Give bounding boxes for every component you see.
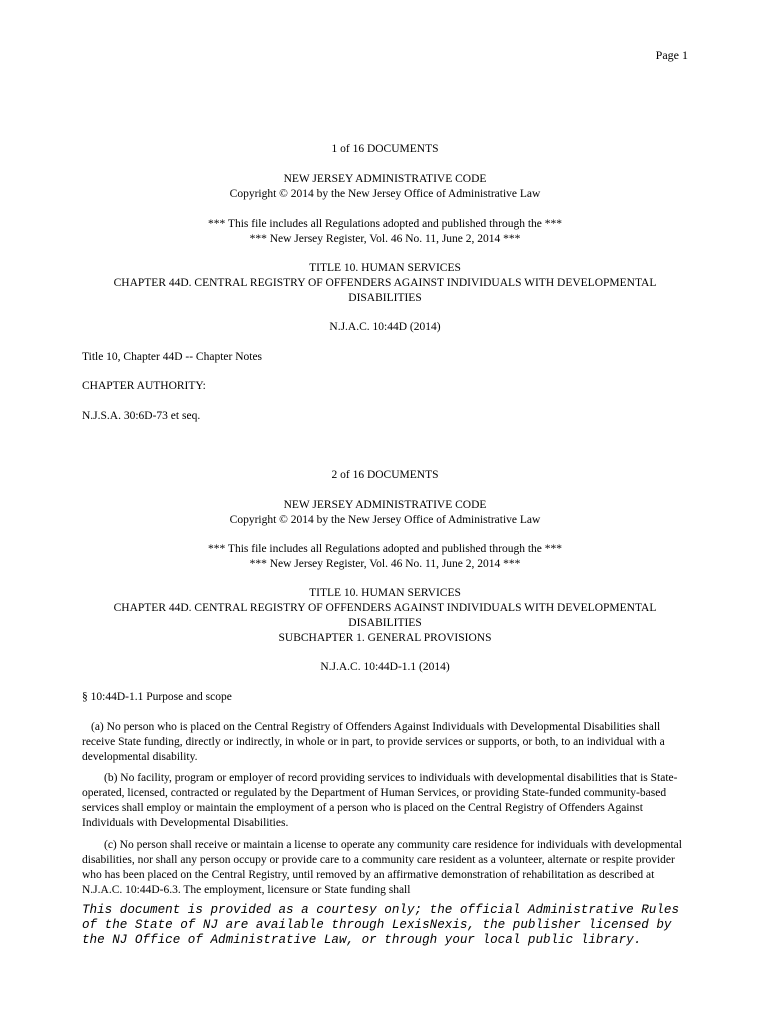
doc1-header <box>82 172 688 202</box>
document-1 <box>82 142 688 157</box>
title-heading: TITLE 10. HUMAN SERVICES <box>309 262 461 274</box>
doc1-citation-block <box>82 320 688 335</box>
register-note: *** This file includes all Regulations adopted and published through the *** <box>208 218 562 230</box>
authority-label: CHAPTER AUTHORITY: <box>82 380 206 392</box>
paragraph-a: (a) No person who is placed on the Central Registry of Offenders Against Individuals with Developmental Disabilities shall receive State funding, directly or indirectly, in whole or in part, to provide services or supports, or both, to an individual with a developmental disability. <box>82 721 665 763</box>
register-note: *** This file includes all Regulations adopted and published through the *** <box>208 543 562 555</box>
doc1-notes <box>82 217 688 247</box>
doc2-para-a-block <box>82 720 688 765</box>
paragraph-c: (c) No person shall receive or maintain a license to operate any community care residence for individuals with developmental disabilities, nor shall any person occupy or provide care to a community care resident as a volunteer, alternate or respite provider who has been placed on the Central Registry, until removed by an affirmative demonstration of rehabilitation as described at N.J.A.C. 10:44D-6.3. The employment, licensure or State funding shall <box>82 839 682 896</box>
doc-count: 1 of 16 DOCUMENTS <box>331 143 439 155</box>
doc1-authority-block <box>82 409 688 424</box>
doc-count: 2 of 16 DOCUMENTS <box>331 469 439 481</box>
doc2-section-heading-block <box>82 690 688 705</box>
chapter-heading: DISABILITIES <box>348 292 422 304</box>
chapter-heading: CHAPTER 44D. CENTRAL REGISTRY OF OFFENDERS AGAINST INDIVIDUALS WITH DEVELOPMENTAL <box>113 602 657 614</box>
chapter-notes-heading: Title 10, Chapter 44D -- Chapter Notes <box>82 351 263 363</box>
chapter-heading: CHAPTER 44D. CENTRAL REGISTRY OF OFFENDERS AGAINST INDIVIDUALS WITH DEVELOPMENTAL <box>113 277 657 289</box>
authority-text: N.J.S.A. 30:6D-73 et seq. <box>82 410 201 422</box>
code-name: NEW JERSEY ADMINISTRATIVE CODE <box>283 173 487 185</box>
courtesy-notice <box>82 903 692 948</box>
doc2-para-b-block <box>82 771 688 831</box>
citation: N.J.A.C. 10:44D (2014) <box>329 321 441 333</box>
doc2-para-c-block <box>82 838 688 898</box>
notice-line: of the State of NJ are available through LexisNexis, the publisher licensed by <box>82 918 672 932</box>
document-2 <box>82 468 688 483</box>
chapter-heading: DISABILITIES <box>348 617 422 629</box>
register-note: *** New Jersey Register, Vol. 46 No. 11, June 2, 2014 *** <box>249 233 521 245</box>
doc1-title <box>82 261 688 306</box>
citation: N.J.A.C. 10:44D-1.1 (2014) <box>320 661 450 673</box>
subchapter-heading: SUBCHAPTER 1. GENERAL PROVISIONS <box>278 632 492 644</box>
code-name: NEW JERSEY ADMINISTRATIVE CODE <box>283 499 487 511</box>
doc2-citation-block <box>82 660 688 675</box>
notice-line: the NJ Office of Administrative Law, or through your local public library. <box>82 933 642 947</box>
paragraph-b: (b) No facility, program or employer of record providing services to individuals with developmental disabilities that is State-operated, licensed, contracted or regulated by the Department of Human Services, or providing State-funded community-based services shall employ or maintain the employment of a person who is placed on the Central Registry of Offenders Against Individuals with Developmental Disabilities. <box>82 772 678 829</box>
register-note: *** New Jersey Register, Vol. 46 No. 11, June 2, 2014 *** <box>249 558 521 570</box>
doc2-notes <box>82 542 688 572</box>
title-heading: TITLE 10. HUMAN SERVICES <box>309 587 461 599</box>
doc2-header <box>82 498 688 528</box>
doc2-title <box>82 586 688 646</box>
doc1-body <box>82 350 688 365</box>
page-number: Page 1 <box>655 48 688 62</box>
copyright: Copyright © 2014 by the New Jersey Office of Administrative Law <box>229 188 541 200</box>
section-heading: § 10:44D-1.1 Purpose and scope <box>82 691 232 703</box>
notice-line: This document is provided as a courtesy only; the official Administrative Rules <box>82 903 680 917</box>
copyright: Copyright © 2014 by the New Jersey Office of Administrative Law <box>229 514 541 526</box>
doc1-authority-label-block <box>82 379 688 394</box>
